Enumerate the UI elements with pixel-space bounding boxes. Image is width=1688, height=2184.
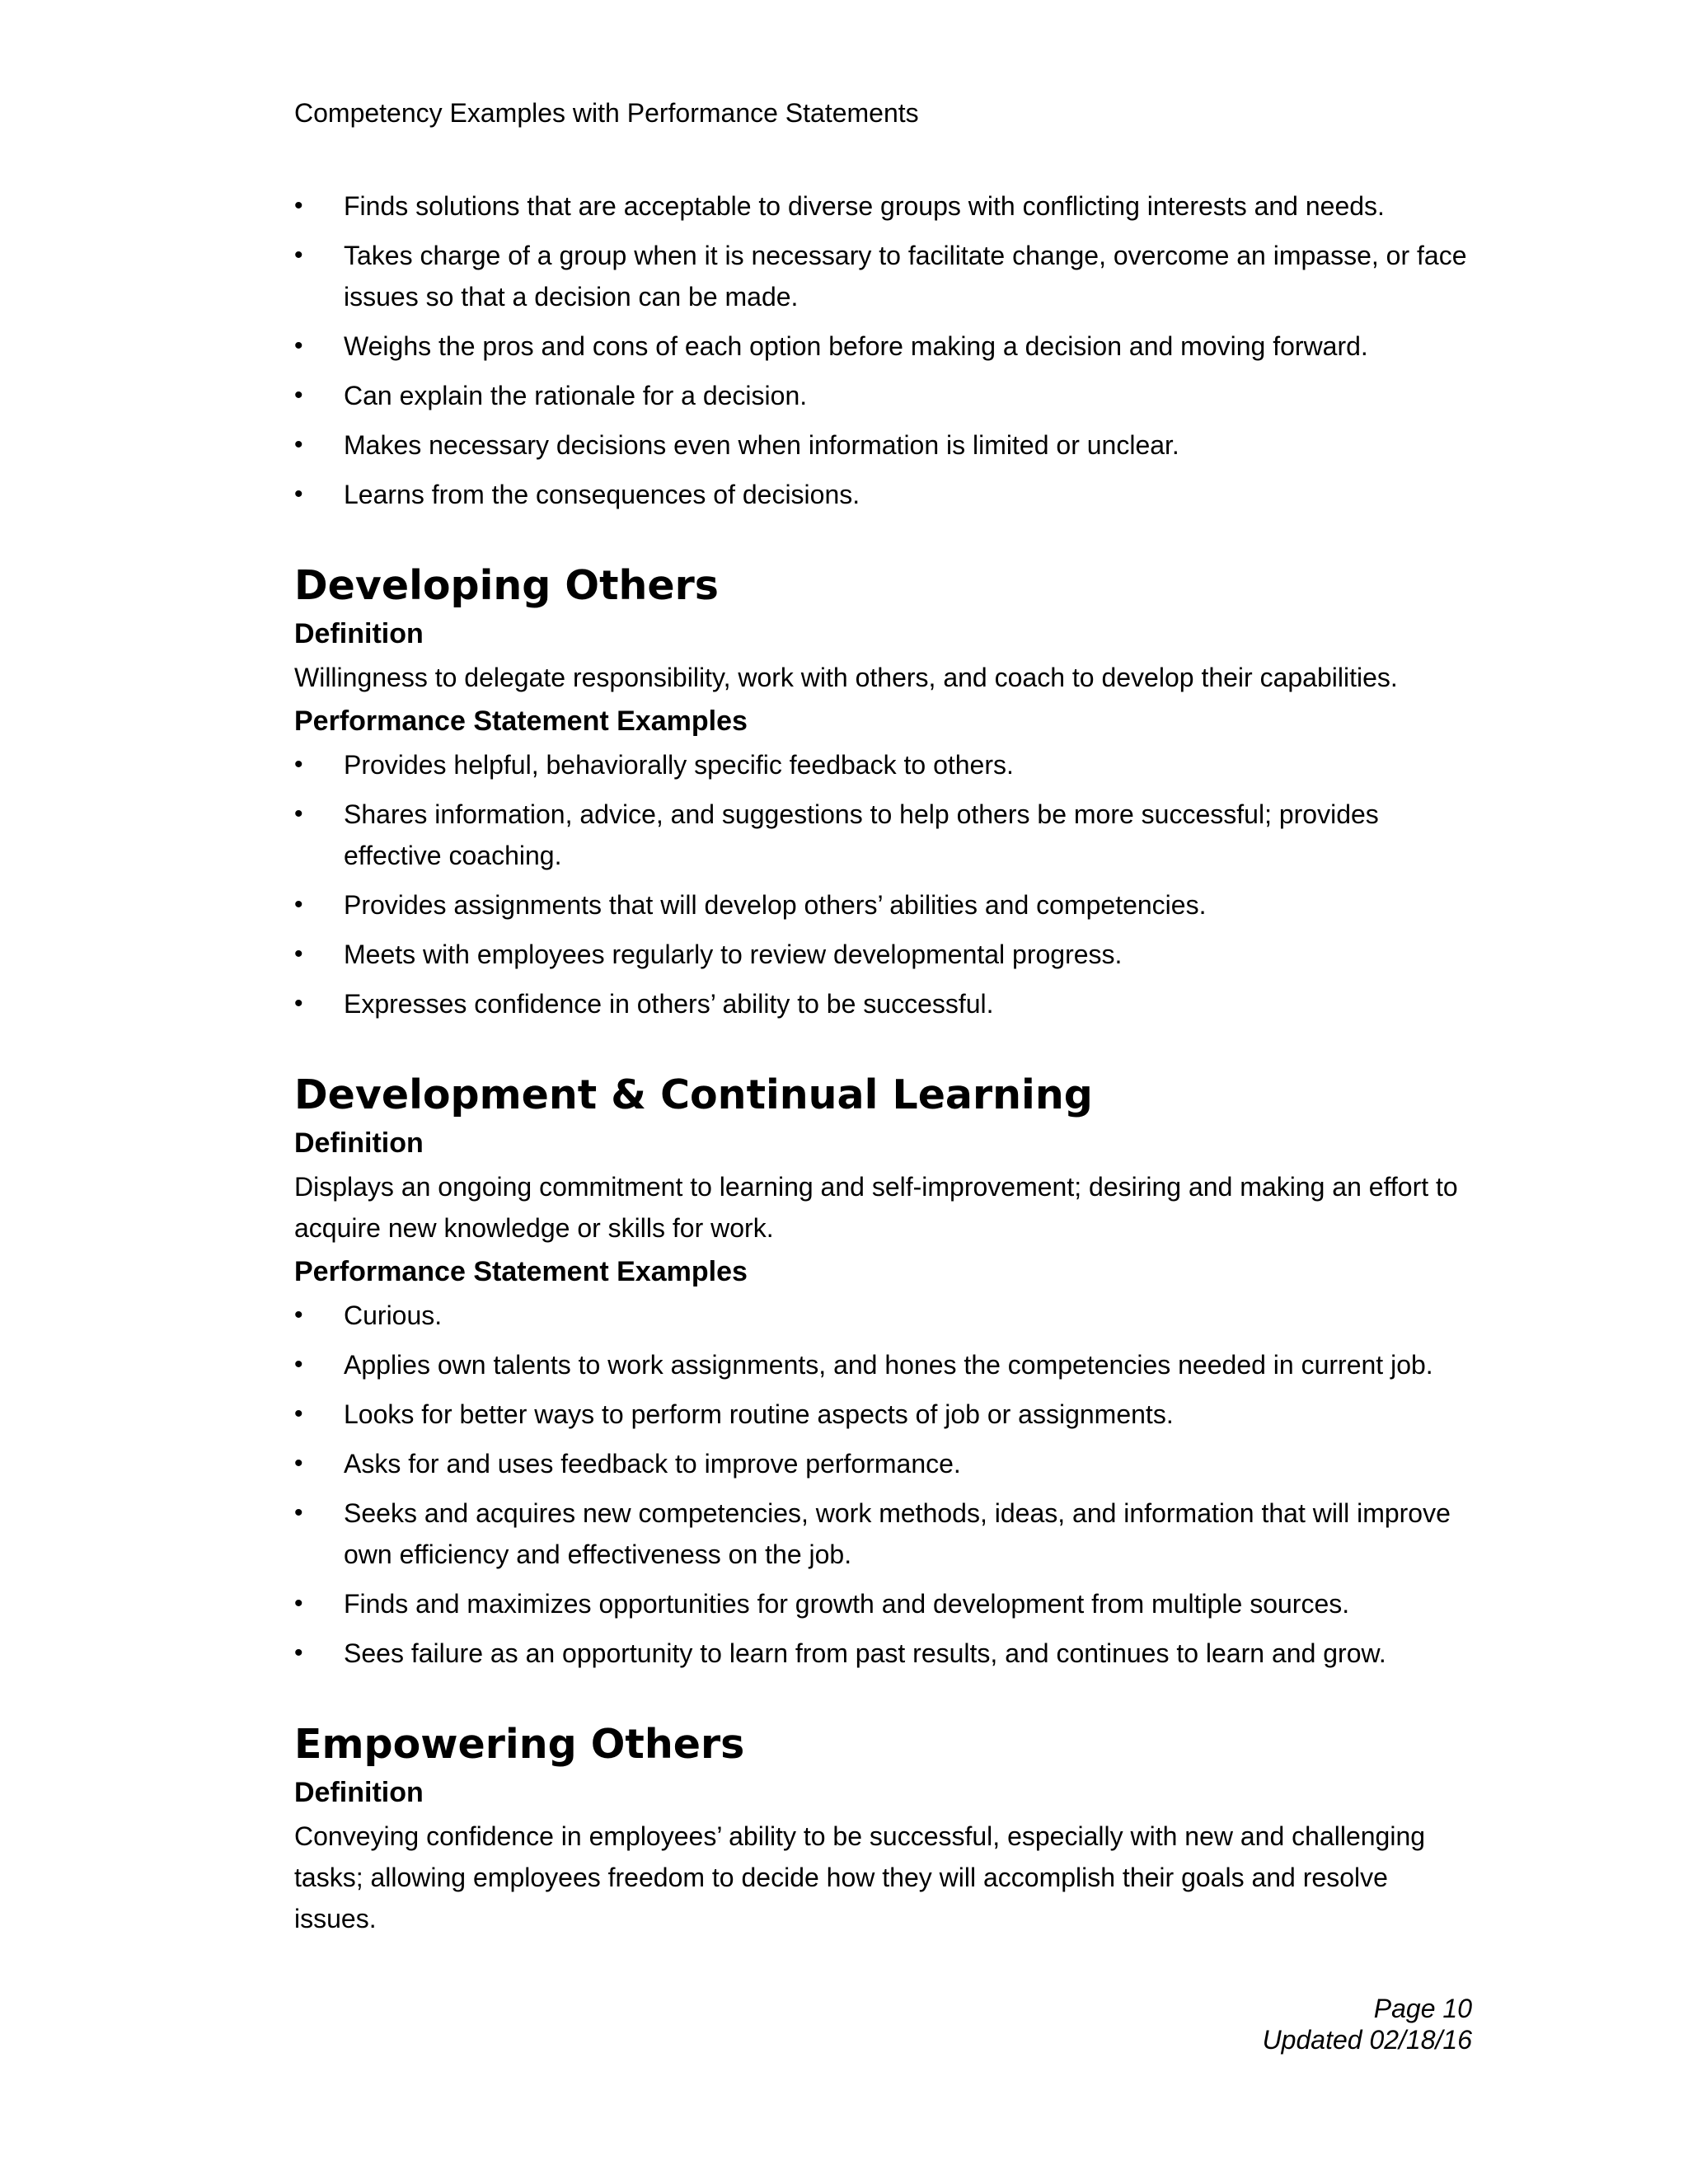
section-developing-others	[294, 561, 1473, 1024]
section-title: Development & Continual Learning	[294, 1071, 1093, 1118]
updated-date: Updated 02/18/16	[1262, 2025, 1472, 2055]
list-item: • Takes charge of a group when it is necessary to facilitate change, overcome an impasse, or face issues so that a decision can be made.	[294, 235, 1473, 317]
list-item: • Can explain the rationale for a decision.	[294, 375, 1473, 416]
list-item: • Applies own talents to work assignments, and hones the competencies needed in current job.	[294, 1344, 1473, 1385]
list-item: • Learns from the consequences of decisions.	[294, 474, 1473, 515]
section-empowering-others	[294, 1720, 1473, 1939]
page-footer	[1263, 1993, 1472, 2055]
list-item: • Curious.	[294, 1295, 1473, 1336]
definition-heading: Definition	[294, 1777, 424, 1808]
list-item: • Finds solutions that are acceptable to diverse groups with conflicting interests and needs.	[294, 185, 1473, 227]
list-item: • Makes necessary decisions even when information is limited or unclear.	[294, 424, 1473, 466]
list-item: • Shares information, advice, and suggestions to help others be more successful; provides effective coaching.	[294, 794, 1473, 876]
list-item: • Sees failure as an opportunity to learn from past results, and continues to learn and grow.	[294, 1633, 1473, 1674]
list-item: • Provides helpful, behaviorally specific feedback to others.	[294, 744, 1473, 785]
section-development-continual-learning	[294, 1071, 1473, 1674]
running-header: Competency Examples with Performance Statements	[294, 98, 919, 128]
intro-bullet-list	[294, 185, 1473, 515]
section-title: Developing Others	[294, 562, 719, 609]
examples-heading: Performance Statement Examples	[294, 1256, 748, 1287]
list-item: • Provides assignments that will develop others’ abilities and competencies.	[294, 884, 1473, 926]
page-number: Page 10	[1373, 1994, 1472, 2023]
document-page	[294, 96, 1473, 1944]
definition-heading: Definition	[294, 618, 424, 649]
list-item: • Weighs the pros and cons of each option before making a decision and moving forward.	[294, 326, 1473, 367]
list-item: • Expresses confidence in others’ ability to be successful.	[294, 983, 1473, 1024]
list-item: • Looks for better ways to perform routine aspects of job or assignments.	[294, 1394, 1473, 1435]
examples-heading: Performance Statement Examples	[294, 705, 748, 737]
definition-text: Willingness to delegate responsibility, work with others, and coach to develop their capabilities.	[294, 663, 1398, 692]
definition-heading: Definition	[294, 1127, 424, 1159]
list-item: • Seeks and acquires new competencies, work methods, ideas, and information that will improve own efficiency and effectiveness on the job.	[294, 1493, 1473, 1575]
section-title: Empowering Others	[294, 1721, 745, 1768]
list-item: • Meets with employees regularly to review developmental progress.	[294, 934, 1473, 975]
list-item: • Asks for and uses feedback to improve performance.	[294, 1443, 1473, 1484]
definition-text: Conveying confidence in employees’ ability to be successful, especially with new and challenging tasks; allowing employees freedom to decide how they will accomplish their goals and resolve issues.	[294, 1821, 1426, 1933]
list-item: • Finds and maximizes opportunities for growth and development from multiple sources.	[294, 1583, 1473, 1624]
examples-list	[294, 1295, 1473, 1674]
examples-list	[294, 744, 1473, 1024]
definition-text: Displays an ongoing commitment to learning and self-improvement; desiring and making an effort to acquire new knowledge or skills for work.	[294, 1172, 1458, 1243]
